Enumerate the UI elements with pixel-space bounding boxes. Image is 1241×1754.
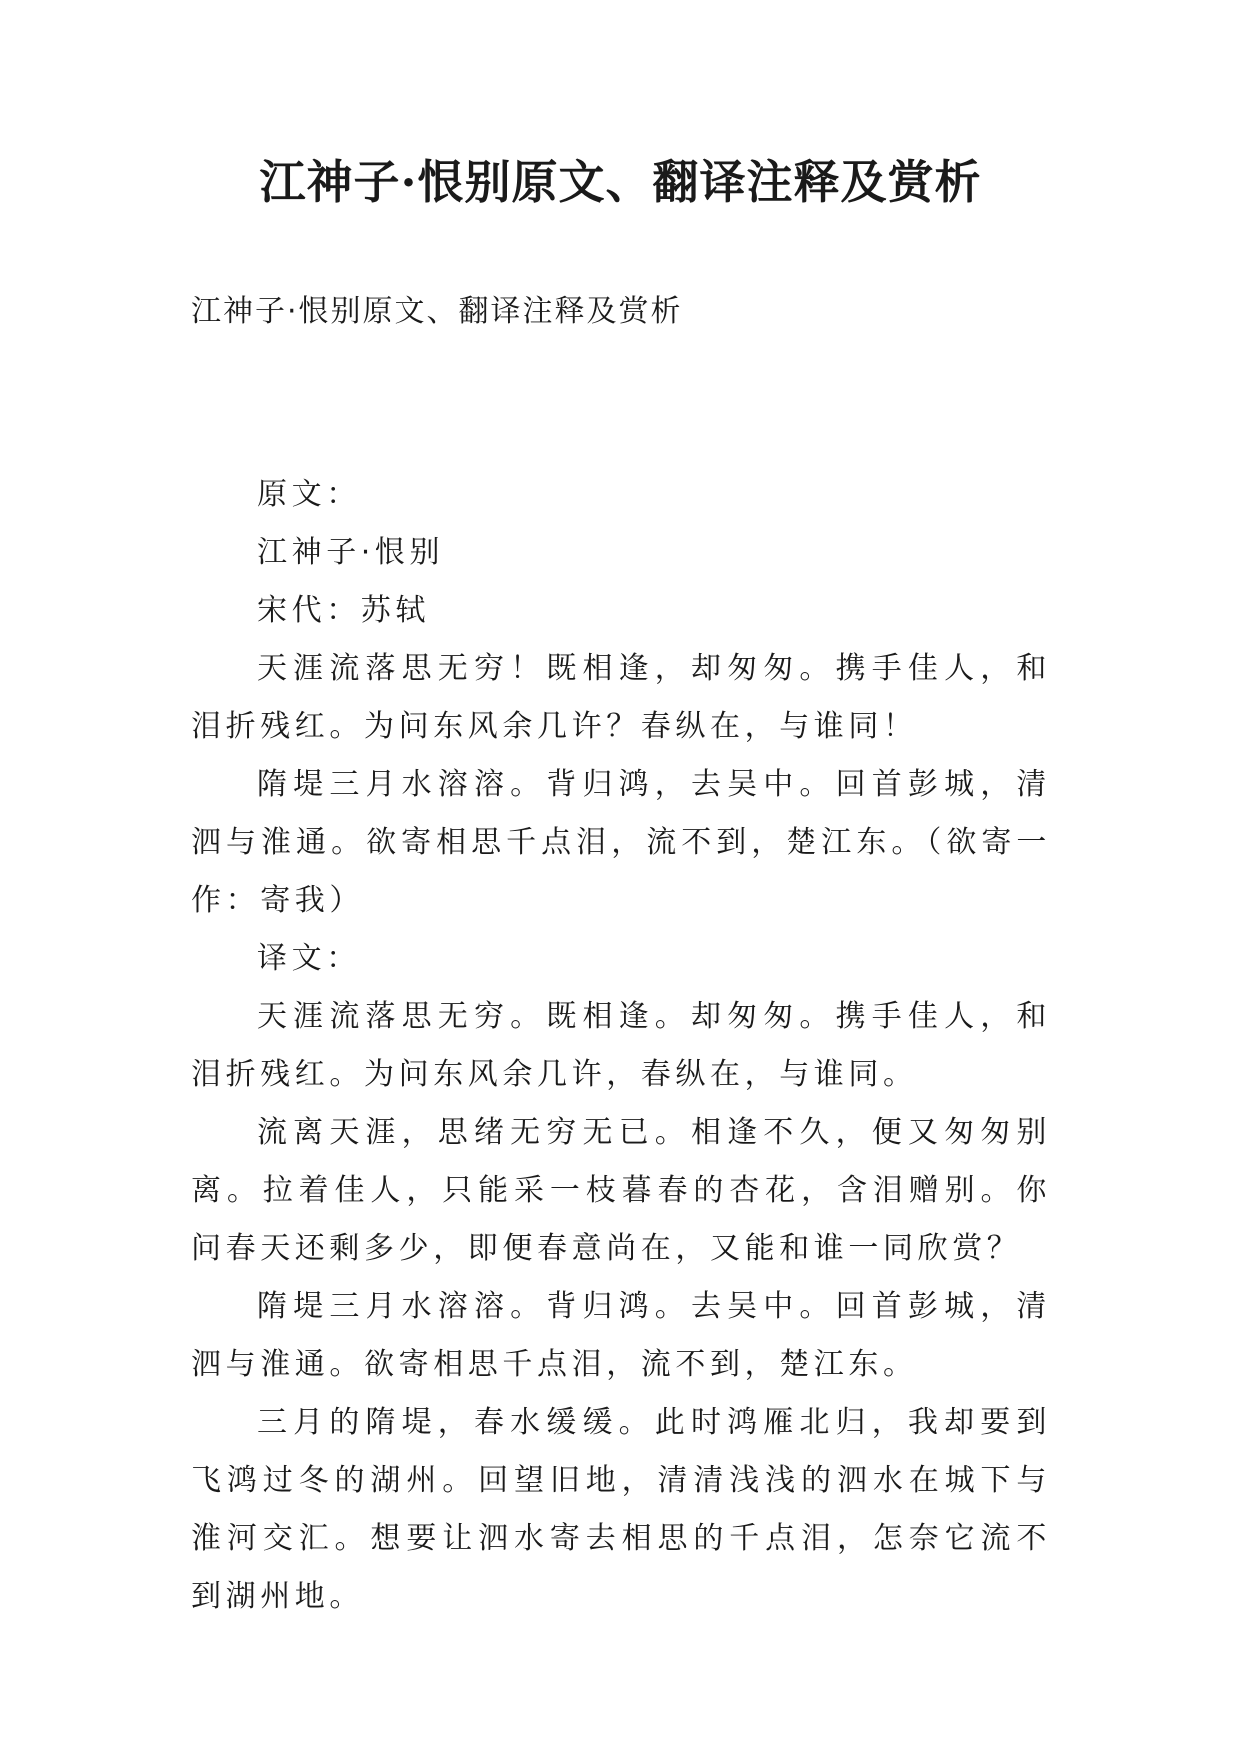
paragraph-poem-stanza-1: 天涯流落思无穷！既相逢，却匆匆。携手佳人，和泪折残红。为问东风余几许？春纵在，与谁同！ (191, 651, 1051, 744)
paragraph-original-heading: 原文： (257, 477, 361, 512)
paragraph-translation-stanza-1: 天涯流落思无穷。既相逢。却匆匆。携手佳人，和泪折残红。为问东风余几许，春纵在，与谁同。 (191, 999, 1051, 1092)
paragraph-translation-prose-1: 流离天涯，思绪无穷无已。相逢不久，便又匆匆别离。拉着佳人，只能采一枝暮春的杏花，含泪赠别。你问春天还剩多少，即便春意尚在，又能和谁一同欣赏？ (191, 1115, 1051, 1266)
paragraph-translation-prose-2: 三月的隋堤，春水缓缓。此时鸿雁北归，我却要到飞鸿过冬的湖州。回望旧地，清清浅浅的泗水在城下与淮河交汇。想要让泗水寄去相思的千点泪，怎奈它流不到湖州地。 (191, 1405, 1051, 1614)
paragraph-author: 宋代：苏轼 (257, 593, 430, 628)
document-title: 江神子·恨别原文、翻译注释及赏析 (259, 155, 982, 209)
paragraph-translation-heading: 译文： (257, 941, 361, 976)
document-subtitle: 江神子·恨别原文、翻译注释及赏析 (191, 294, 683, 329)
paragraph-poem-title: 江神子·恨别 (257, 535, 445, 570)
document-body (191, 466, 1051, 1626)
paragraph-translation-stanza-2: 隋堤三月水溶溶。背归鸿。去吴中。回首彭城，清泗与淮通。欲寄相思千点泪，流不到，楚江东。 (191, 1289, 1051, 1382)
paragraph-poem-stanza-2: 隋堤三月水溶溶。背归鸿，去吴中。回首彭城，清泗与淮通。欲寄相思千点泪，流不到，楚江东。（欲寄一作：寄我） (191, 767, 1051, 918)
